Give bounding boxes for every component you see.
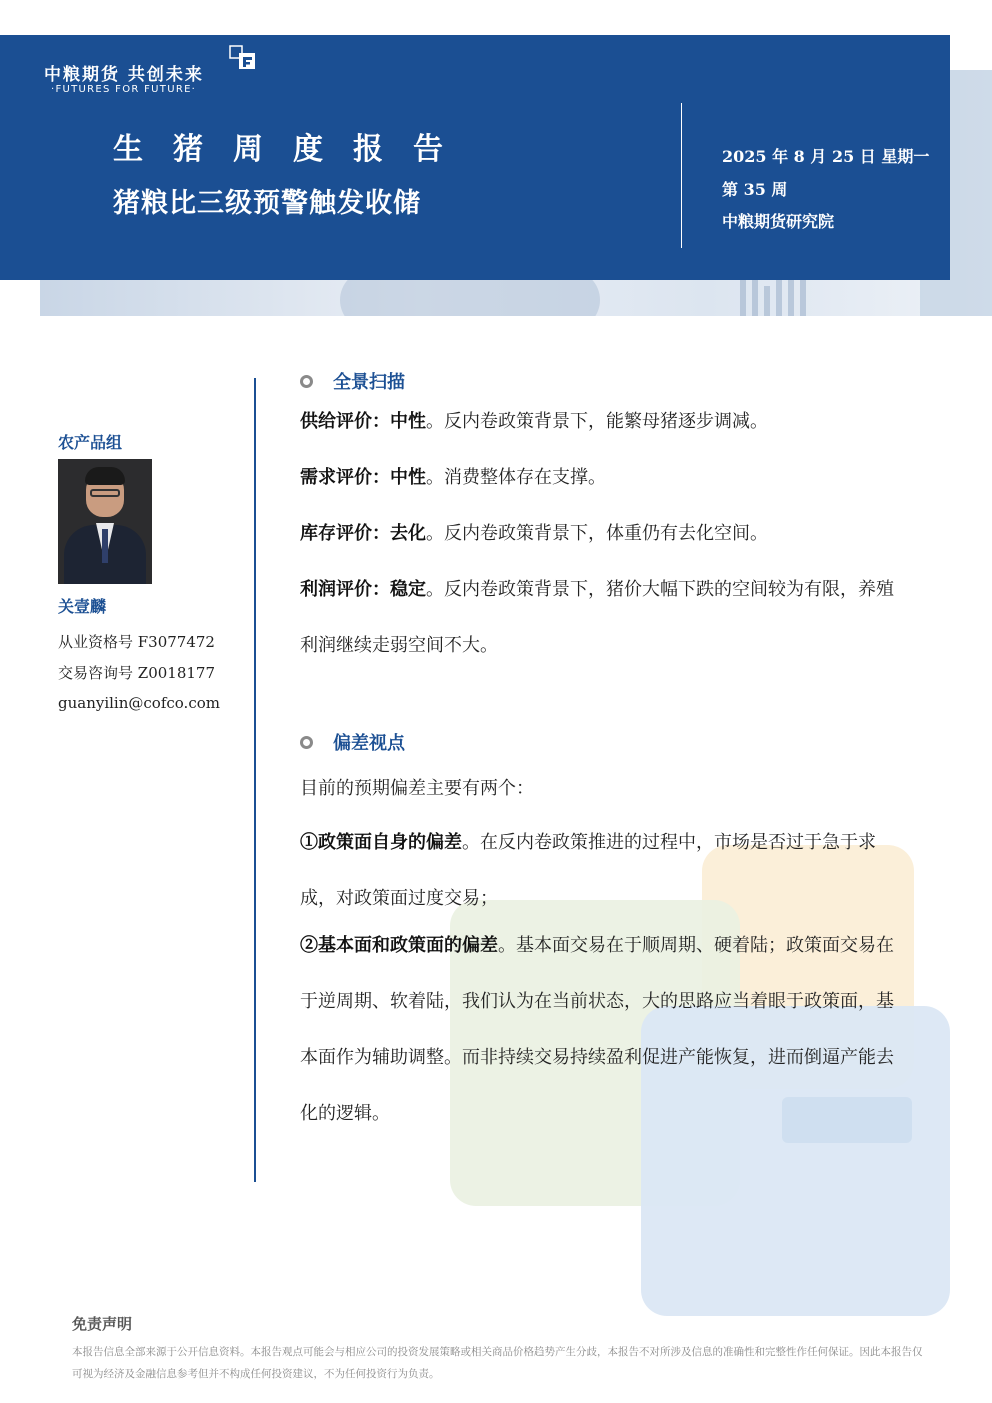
rating-label: 库存评价： (300, 523, 390, 544)
rating-inventory (300, 506, 900, 562)
rating-demand (300, 450, 900, 506)
logo-text-en: ·FUTURES FOR FUTURE· (51, 84, 197, 95)
section-title: 全景扫描 (333, 372, 405, 393)
rating-supply (300, 394, 900, 450)
deviation-point-2 (300, 918, 900, 1142)
author-consulting-number: 交易咨询号 Z0018177 (58, 664, 215, 682)
report-title: 生猪周度报告 (113, 132, 473, 167)
author-qualification: 从业资格号 F3077472 (58, 633, 215, 651)
report-week: 第 35 周 (722, 180, 788, 199)
point-label: ②基本面和政策面的偏差 (300, 935, 498, 956)
rating-value: 中性 (390, 467, 426, 488)
rating-label: 供给评价： (300, 411, 390, 432)
author-photo (58, 459, 152, 584)
deviation-point-1 (300, 815, 900, 927)
research-group: 农产品组 (58, 433, 123, 452)
section-title: 偏差视点 (333, 733, 405, 754)
logo-text-cn: 中粮期货 共创未来 (44, 65, 204, 85)
point-text: 。基本面交易在于顺周期、硬着陆；政策面交易在于逆周期、软着陆，我们认为在当前状态，大的思路应当着眼于政策面，基本面作为辅助调整。而非持续交易持续盈利促进产能恢复，进而倒逼产能去化的逻辑。 (300, 935, 894, 1124)
bullet-circle-icon (300, 736, 313, 749)
rating-value: 中性 (390, 411, 426, 432)
rating-text: 。反内卷政策背景下，体重仍有去化空间。 (426, 523, 768, 544)
company-logo-icon (229, 45, 257, 73)
point-text: 。在反内卷政策推进的过程中，市场是否过于急于求成，对政策面过度交易； (300, 832, 876, 909)
report-institute: 中粮期货研究院 (722, 212, 835, 231)
point-label: ①政策面自身的偏差 (300, 832, 462, 853)
header-divider (681, 103, 682, 248)
disclaimer-text: 本报告信息全部来源于公开信息资料。本报告观点可能会与相应公司的投资发展策略或相关商品价格趋势产生分歧，本报告不对所涉及信息的准确性和完整性作任何保证。因此本报告仅可视为经济及金融信息参考但并不构成任何投资建议，不为任何投资行为负责。 (72, 1346, 923, 1380)
author-email[interactable]: guanyilin@cofco.com (58, 694, 220, 712)
report-subtitle: 猪粮比三级预警触发收储 (113, 188, 421, 219)
report-date: 2025 年 8 月 25 日 星期一 (722, 147, 930, 166)
disclaimer-title: 免责声明 (72, 1315, 133, 1333)
section-header-overview (300, 368, 405, 394)
sidebar-divider (254, 378, 256, 1182)
rating-text: 。反内卷政策背景下，猪价大幅下跌的空间较为有限，养殖利润继续走弱空间不大。 (300, 579, 894, 656)
deviation-intro: 目前的预期偏差主要有两个： (300, 778, 534, 799)
section-header-deviation (300, 729, 405, 755)
rating-label: 利润评价： (300, 579, 390, 600)
rating-value: 稳定 (390, 579, 426, 600)
rating-value: 去化 (390, 523, 426, 544)
rating-label: 需求评价： (300, 467, 390, 488)
rating-profit (300, 562, 900, 674)
rating-text: 。消费整体存在支撑。 (426, 467, 606, 488)
bullet-circle-icon (300, 375, 313, 388)
author-name: 关壹麟 (58, 597, 107, 616)
rating-text: 。反内卷政策背景下，能繁母猪逐步调减。 (426, 411, 768, 432)
